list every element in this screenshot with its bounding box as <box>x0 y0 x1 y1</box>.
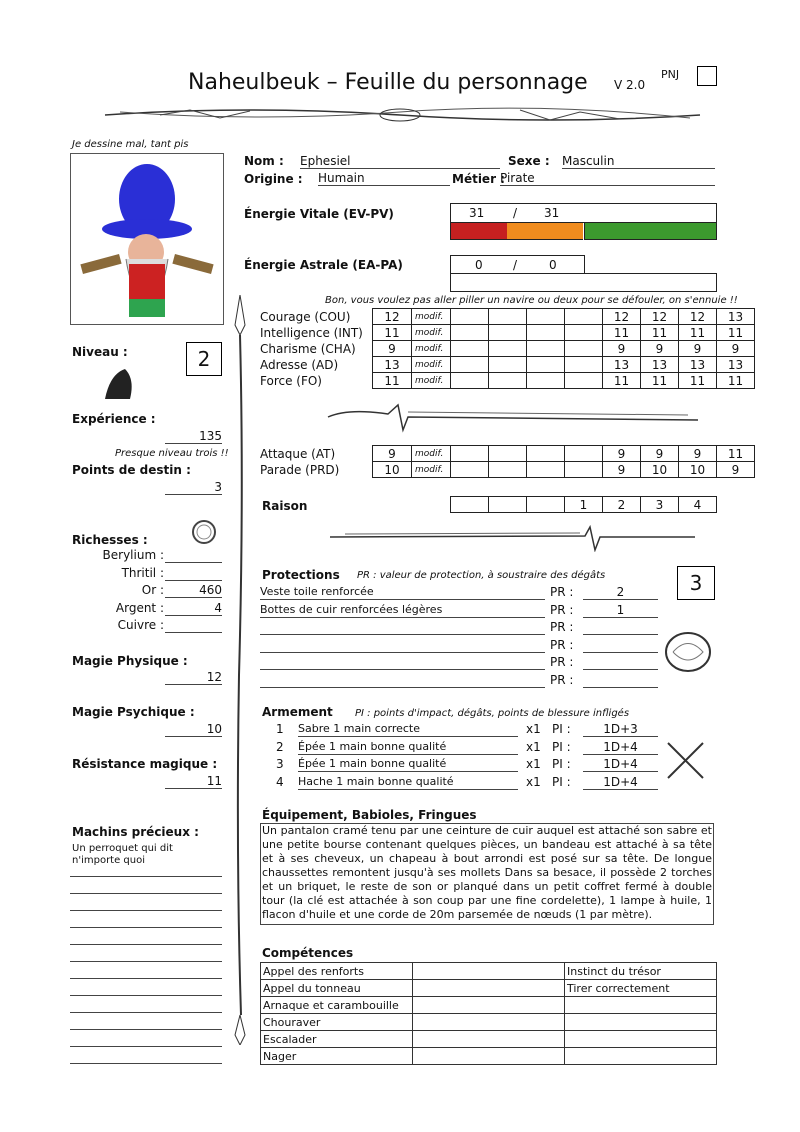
sword-2-icon <box>325 522 705 552</box>
combat-value[interactable]: 10 <box>641 462 679 478</box>
weapon-number: 1 <box>276 722 284 736</box>
competences-label: Compétences <box>262 946 354 960</box>
richesses-label: Richesses : <box>72 533 148 547</box>
combat-value[interactable]: 9 <box>679 446 717 462</box>
stat-empty-cell[interactable] <box>451 373 489 389</box>
money-name: Argent : <box>115 600 164 615</box>
crossed-weapons-icon <box>663 738 708 783</box>
stat-value[interactable]: 13 <box>603 357 641 373</box>
magpsy-value[interactable]: 10 <box>165 722 222 737</box>
stat-modif[interactable]: modif. <box>412 357 451 373</box>
stat-value[interactable]: 11 <box>679 325 717 341</box>
combat-empty-cell[interactable] <box>451 462 489 478</box>
stat-value[interactable]: 11 <box>603 325 641 341</box>
spear-icon <box>230 295 250 1045</box>
combat-empty-cell[interactable] <box>527 446 565 462</box>
header-sword-icon <box>100 100 705 130</box>
ev-bar-orange <box>507 222 583 240</box>
combat-empty-cell[interactable] <box>565 446 603 462</box>
stat-modif[interactable]: modif. <box>412 341 451 357</box>
stat-value[interactable]: 13 <box>717 309 755 325</box>
machins-line[interactable] <box>70 927 222 928</box>
protection-pr-label: PR : <box>550 655 574 669</box>
ea-max: 0 <box>549 258 557 272</box>
weapon-pi-label: PI : <box>552 757 571 771</box>
xp-value[interactable]: 135 <box>165 429 222 444</box>
competence-cell[interactable]: Tirer correctement <box>565 980 717 997</box>
machins-line[interactable] <box>70 944 222 945</box>
machins-line[interactable] <box>70 961 222 962</box>
stat-modif[interactable]: modif. <box>412 325 451 341</box>
portrait <box>70 153 224 325</box>
weapon-pi-label: PI : <box>552 774 571 789</box>
raison-table <box>450 496 717 513</box>
stat-empty-cell[interactable] <box>565 373 603 389</box>
money-name: Thritil : <box>121 565 164 580</box>
stat-empty-cell[interactable] <box>565 309 603 325</box>
weapon-qty[interactable]: x1 <box>526 757 541 771</box>
stat-value[interactable]: 11 <box>717 325 755 341</box>
weapon-name[interactable]: Sabre 1 main correcte <box>298 722 518 737</box>
money-value[interactable] <box>165 566 222 581</box>
magphys-label: Magie Physique : <box>72 654 188 668</box>
weapon-pi-value[interactable]: 1D+4 <box>583 757 658 772</box>
weapon-pi-label: PI : <box>552 722 571 736</box>
stats-table <box>260 308 755 389</box>
weapon-name[interactable]: Épée 1 main bonne qualité <box>298 740 518 755</box>
stat-empty-cell[interactable] <box>451 357 489 373</box>
nom-field[interactable]: Ephesiel <box>300 154 500 169</box>
protections-label: Protections <box>262 568 340 582</box>
version-label: V 2.0 <box>614 78 646 92</box>
stat-empty-cell[interactable] <box>451 309 489 325</box>
page-title: Naheulbeuk – Feuille du personnage <box>188 70 588 95</box>
stat-row <box>260 341 755 357</box>
protection-name[interactable] <box>260 655 545 670</box>
magpsy-label: Magie Psychique : <box>72 705 195 719</box>
stat-name: Charisme (CHA) <box>260 341 356 356</box>
ev-current: 31 <box>469 206 485 220</box>
stat-value[interactable]: 12 <box>641 309 679 325</box>
stat-base[interactable]: 11 <box>373 325 412 341</box>
protection-name[interactable] <box>260 673 545 688</box>
stats-note: Bon, vous voulez pas aller piller un navire ou deux pour se défouler, on s'ennuie !! <box>325 295 738 306</box>
raison-label: Raison <box>262 499 308 513</box>
combat-row <box>260 446 755 462</box>
machins-line[interactable] <box>70 995 222 996</box>
combat-empty-cell[interactable] <box>451 446 489 462</box>
money-name: Berylium : <box>102 548 164 562</box>
stat-empty-cell[interactable] <box>527 357 565 373</box>
stat-value[interactable]: 11 <box>641 373 679 389</box>
stat-value[interactable]: 11 <box>679 373 717 389</box>
money-value[interactable] <box>165 548 222 563</box>
raison-value[interactable]: 3 <box>641 497 679 513</box>
sword-icon <box>318 400 708 435</box>
ev-bar-red <box>450 222 508 240</box>
origine-field[interactable]: Humain <box>318 171 450 186</box>
raison-empty-cell[interactable] <box>527 497 565 513</box>
competence-cell[interactable]: Appel du tonneau <box>261 980 413 997</box>
resist-label: Résistance magique : <box>72 757 218 771</box>
protection-pr-value[interactable] <box>583 673 658 688</box>
weapon-pi-value[interactable]: 1D+4 <box>583 775 658 790</box>
equipement-label: Équipement, Babioles, Fringues <box>262 808 477 822</box>
competence-cell[interactable]: Chouraver <box>261 1014 413 1031</box>
stat-empty-cell[interactable] <box>565 325 603 341</box>
stat-modif[interactable]: modif. <box>412 309 451 325</box>
combat-empty-cell[interactable] <box>489 462 527 478</box>
machins-line[interactable] <box>70 1012 222 1013</box>
armement-note: PI : points d'impact, dégâts, points de blessure infligés <box>355 708 630 719</box>
competence-row <box>261 997 717 1014</box>
stat-name: Force (FO) <box>260 373 322 388</box>
combat-base[interactable]: 10 <box>373 462 412 478</box>
protection-pr-value[interactable] <box>583 638 658 653</box>
stat-modif[interactable]: modif. <box>412 373 451 389</box>
combat-empty-cell[interactable] <box>489 446 527 462</box>
combat-empty-cell[interactable] <box>565 462 603 478</box>
competences-table <box>260 962 717 1065</box>
protection-name[interactable] <box>260 620 545 635</box>
competence-cell[interactable] <box>413 997 565 1014</box>
combat-value[interactable]: 9 <box>603 462 641 478</box>
weapon-pi-value[interactable]: 1D+3 <box>583 722 658 737</box>
sexe-label: Sexe : <box>508 154 550 168</box>
weapon-number: 3 <box>276 757 284 771</box>
stat-value[interactable]: 11 <box>641 325 679 341</box>
niveau-value[interactable]: 2 <box>186 342 222 376</box>
protection-name[interactable]: Veste toile renforcée <box>260 585 545 600</box>
competence-cell[interactable] <box>413 1014 565 1031</box>
money-value[interactable]: 460 <box>165 583 222 598</box>
competence-cell[interactable] <box>413 1031 565 1048</box>
machins-text[interactable]: Un perroquet qui dit n'importe quoi <box>72 843 173 866</box>
machins-line[interactable] <box>70 1029 222 1030</box>
metier-field[interactable]: Pirate <box>500 171 715 186</box>
protection-pr-value[interactable]: 1 <box>583 603 658 618</box>
stat-name: Adresse (AD) <box>260 357 339 372</box>
xp-label: Expérience : <box>72 412 156 426</box>
ev-bar-green <box>584 222 717 240</box>
stat-value[interactable]: 13 <box>641 357 679 373</box>
ev-label: Énergie Vitale (EV-PV) <box>244 207 394 221</box>
machins-line[interactable] <box>70 1046 222 1047</box>
protection-pr-value[interactable] <box>583 620 658 635</box>
stat-base[interactable]: 12 <box>373 309 412 325</box>
competence-cell[interactable] <box>565 1014 717 1031</box>
weapon-qty[interactable]: x1 <box>526 774 541 789</box>
combat-empty-cell[interactable] <box>527 462 565 478</box>
stat-empty-cell[interactable] <box>489 309 527 325</box>
weapon-number: 2 <box>276 739 284 754</box>
combat-base[interactable]: 9 <box>373 446 412 462</box>
ev-max: 31 <box>544 206 560 220</box>
competence-cell[interactable] <box>565 1031 717 1048</box>
creature-icon <box>100 364 140 404</box>
raison-empty-cell[interactable] <box>489 497 527 513</box>
competence-cell[interactable] <box>413 980 565 997</box>
weapon-name[interactable]: Hache 1 main bonne qualité <box>298 775 518 790</box>
stat-empty-cell[interactable] <box>565 341 603 357</box>
weapon-name[interactable]: Épée 1 main bonne qualité <box>298 757 518 772</box>
stat-value[interactable]: 11 <box>603 373 641 389</box>
weapon-pi-value[interactable]: 1D+4 <box>583 740 658 755</box>
shield-icon <box>663 630 713 675</box>
money-value[interactable]: 4 <box>165 601 222 616</box>
stat-empty-cell[interactable] <box>451 325 489 341</box>
combat-value[interactable]: 9 <box>641 446 679 462</box>
combat-name: Parade (PRD) <box>260 462 340 477</box>
stat-empty-cell[interactable] <box>489 325 527 341</box>
pnj-label: PNJ <box>661 68 680 81</box>
combat-modif[interactable]: modif. <box>412 462 451 478</box>
protections-note: PR : valeur de protection, à soustraire des dégâts <box>357 570 606 581</box>
coin-icon <box>190 518 218 546</box>
stat-value[interactable]: 12 <box>603 309 641 325</box>
raison-empty-cell[interactable] <box>451 497 489 513</box>
stat-empty-cell[interactable] <box>489 357 527 373</box>
stat-value[interactable]: 9 <box>717 341 755 357</box>
stat-empty-cell[interactable] <box>565 357 603 373</box>
competence-cell[interactable]: Appel des renforts <box>261 963 413 980</box>
protection-pr-label: PR : <box>550 602 574 617</box>
metier-label: Métier : <box>452 172 505 186</box>
protection-pr-label: PR : <box>550 585 574 599</box>
competence-cell[interactable] <box>565 1048 717 1065</box>
machins-label: Machins précieux : <box>72 825 199 839</box>
competence-cell[interactable]: Instinct du trésor <box>565 963 717 980</box>
money-name: Or : <box>141 583 164 597</box>
weapon-pi-label: PI : <box>552 739 571 754</box>
equipement-text[interactable]: Un pantalon cramé tenu par une ceinture de cuir auquel est attaché son sabre et une petite bourse contenant quelques pièces, un bandeau est attaché à sa tête et à ses cheveux, un chapeau à bout arrondi est posé sur sa tête. De longue chaussettes remontent jusqu'à ses mollets Dans sa besace, il possède 2 torches et un briquet, le reste de son or planqué dans un petit coffret fermé à double tour (la clé est attachée à son coup par une fine cordelette), 1 lampe à huile, 1 flacon d'huile et une corde de 20m parsemée de nœuds (1 par mètre). <box>260 823 714 925</box>
competence-cell[interactable] <box>565 997 717 1014</box>
sexe-field[interactable]: Masculin <box>562 154 715 169</box>
combat-value[interactable]: 9 <box>717 462 755 478</box>
combat-table <box>260 445 755 478</box>
stat-row <box>260 325 755 341</box>
niveau-label: Niveau : <box>72 345 128 359</box>
raison-value[interactable]: 1 <box>565 497 603 513</box>
stat-row <box>260 373 755 389</box>
stat-row <box>260 357 755 373</box>
money-value[interactable] <box>165 618 222 633</box>
weapon-number: 4 <box>276 774 284 789</box>
competence-row <box>261 1048 717 1065</box>
ea-sep: / <box>513 258 518 272</box>
stat-base[interactable]: 11 <box>373 373 412 389</box>
weapon-qty[interactable]: x1 <box>526 739 541 754</box>
stat-empty-cell[interactable] <box>451 341 489 357</box>
protection-name[interactable]: Bottes de cuir renforcées légères <box>260 603 545 618</box>
protections-total[interactable]: 3 <box>677 566 715 600</box>
origine-label: Origine : <box>244 172 303 186</box>
machins-line[interactable] <box>70 1063 222 1064</box>
pirate-portrait-icon <box>71 154 223 324</box>
stat-value[interactable]: 9 <box>641 341 679 357</box>
stat-value[interactable]: 13 <box>717 357 755 373</box>
ev-box[interactable] <box>450 203 717 223</box>
ea-extra-box[interactable] <box>450 273 717 292</box>
weapon-qty[interactable]: x1 <box>526 722 541 736</box>
stat-empty-cell[interactable] <box>527 325 565 341</box>
protection-pr-value[interactable] <box>583 655 658 670</box>
stat-value[interactable]: 12 <box>679 309 717 325</box>
stat-value[interactable]: 11 <box>717 373 755 389</box>
competence-cell[interactable] <box>413 963 565 980</box>
stat-name: Intelligence (INT) <box>260 325 363 340</box>
stat-empty-cell[interactable] <box>527 341 565 357</box>
competence-cell[interactable] <box>413 1048 565 1065</box>
money-name: Cuivre : <box>117 618 164 632</box>
pnj-checkbox[interactable] <box>697 66 717 86</box>
combat-value[interactable]: 10 <box>679 462 717 478</box>
combat-modif[interactable]: modif. <box>412 446 451 462</box>
ea-current: 0 <box>475 258 483 272</box>
armement-label: Armement <box>262 705 333 719</box>
stat-value[interactable]: 13 <box>679 357 717 373</box>
portrait-caption: Je dessine mal, tant pis <box>72 139 189 150</box>
protection-name[interactable] <box>260 638 545 653</box>
protection-pr-label: PR : <box>550 672 574 687</box>
protection-pr-label: PR : <box>550 620 574 634</box>
stat-row <box>260 309 755 325</box>
stat-base[interactable]: 13 <box>373 357 412 373</box>
ea-box[interactable] <box>450 255 585 274</box>
protection-pr-value[interactable]: 2 <box>583 585 658 600</box>
stat-value[interactable]: 9 <box>679 341 717 357</box>
combat-value[interactable]: 9 <box>603 446 641 462</box>
magphys-value[interactable]: 12 <box>165 670 222 685</box>
machins-line[interactable] <box>70 910 222 911</box>
combat-value[interactable]: 11 <box>717 446 755 462</box>
competence-row <box>261 963 717 980</box>
stat-empty-cell[interactable] <box>527 373 565 389</box>
destin-value[interactable]: 3 <box>165 480 222 495</box>
xp-note: Presque niveau trois !! <box>115 448 229 459</box>
competence-cell[interactable]: Escalader <box>261 1031 413 1048</box>
nom-label: Nom : <box>244 154 284 168</box>
stat-empty-cell[interactable] <box>489 341 527 357</box>
machins-line[interactable] <box>70 893 222 894</box>
protection-pr-label: PR : <box>550 637 574 652</box>
competence-cell[interactable]: Nager <box>261 1048 413 1065</box>
stat-empty-cell[interactable] <box>527 309 565 325</box>
stat-name: Courage (COU) <box>260 309 351 324</box>
combat-name: Attaque (AT) <box>260 446 336 461</box>
stat-value[interactable]: 9 <box>603 341 641 357</box>
competence-row <box>261 1014 717 1031</box>
stat-empty-cell[interactable] <box>489 373 527 389</box>
raison-value[interactable]: 4 <box>679 497 717 513</box>
combat-row <box>260 462 755 478</box>
machins-line[interactable] <box>70 876 222 877</box>
machins-line[interactable] <box>70 978 222 979</box>
stat-base[interactable]: 9 <box>373 341 412 357</box>
ea-label: Énergie Astrale (EA-PA) <box>244 258 403 272</box>
ev-sep: / <box>513 206 518 220</box>
competence-row <box>261 980 717 997</box>
competence-row <box>261 1031 717 1048</box>
resist-value[interactable]: 11 <box>165 774 222 789</box>
destin-label: Points de destin : <box>72 463 191 477</box>
competence-cell[interactable]: Arnaque et carambouille <box>261 997 413 1014</box>
raison-value[interactable]: 2 <box>603 497 641 513</box>
